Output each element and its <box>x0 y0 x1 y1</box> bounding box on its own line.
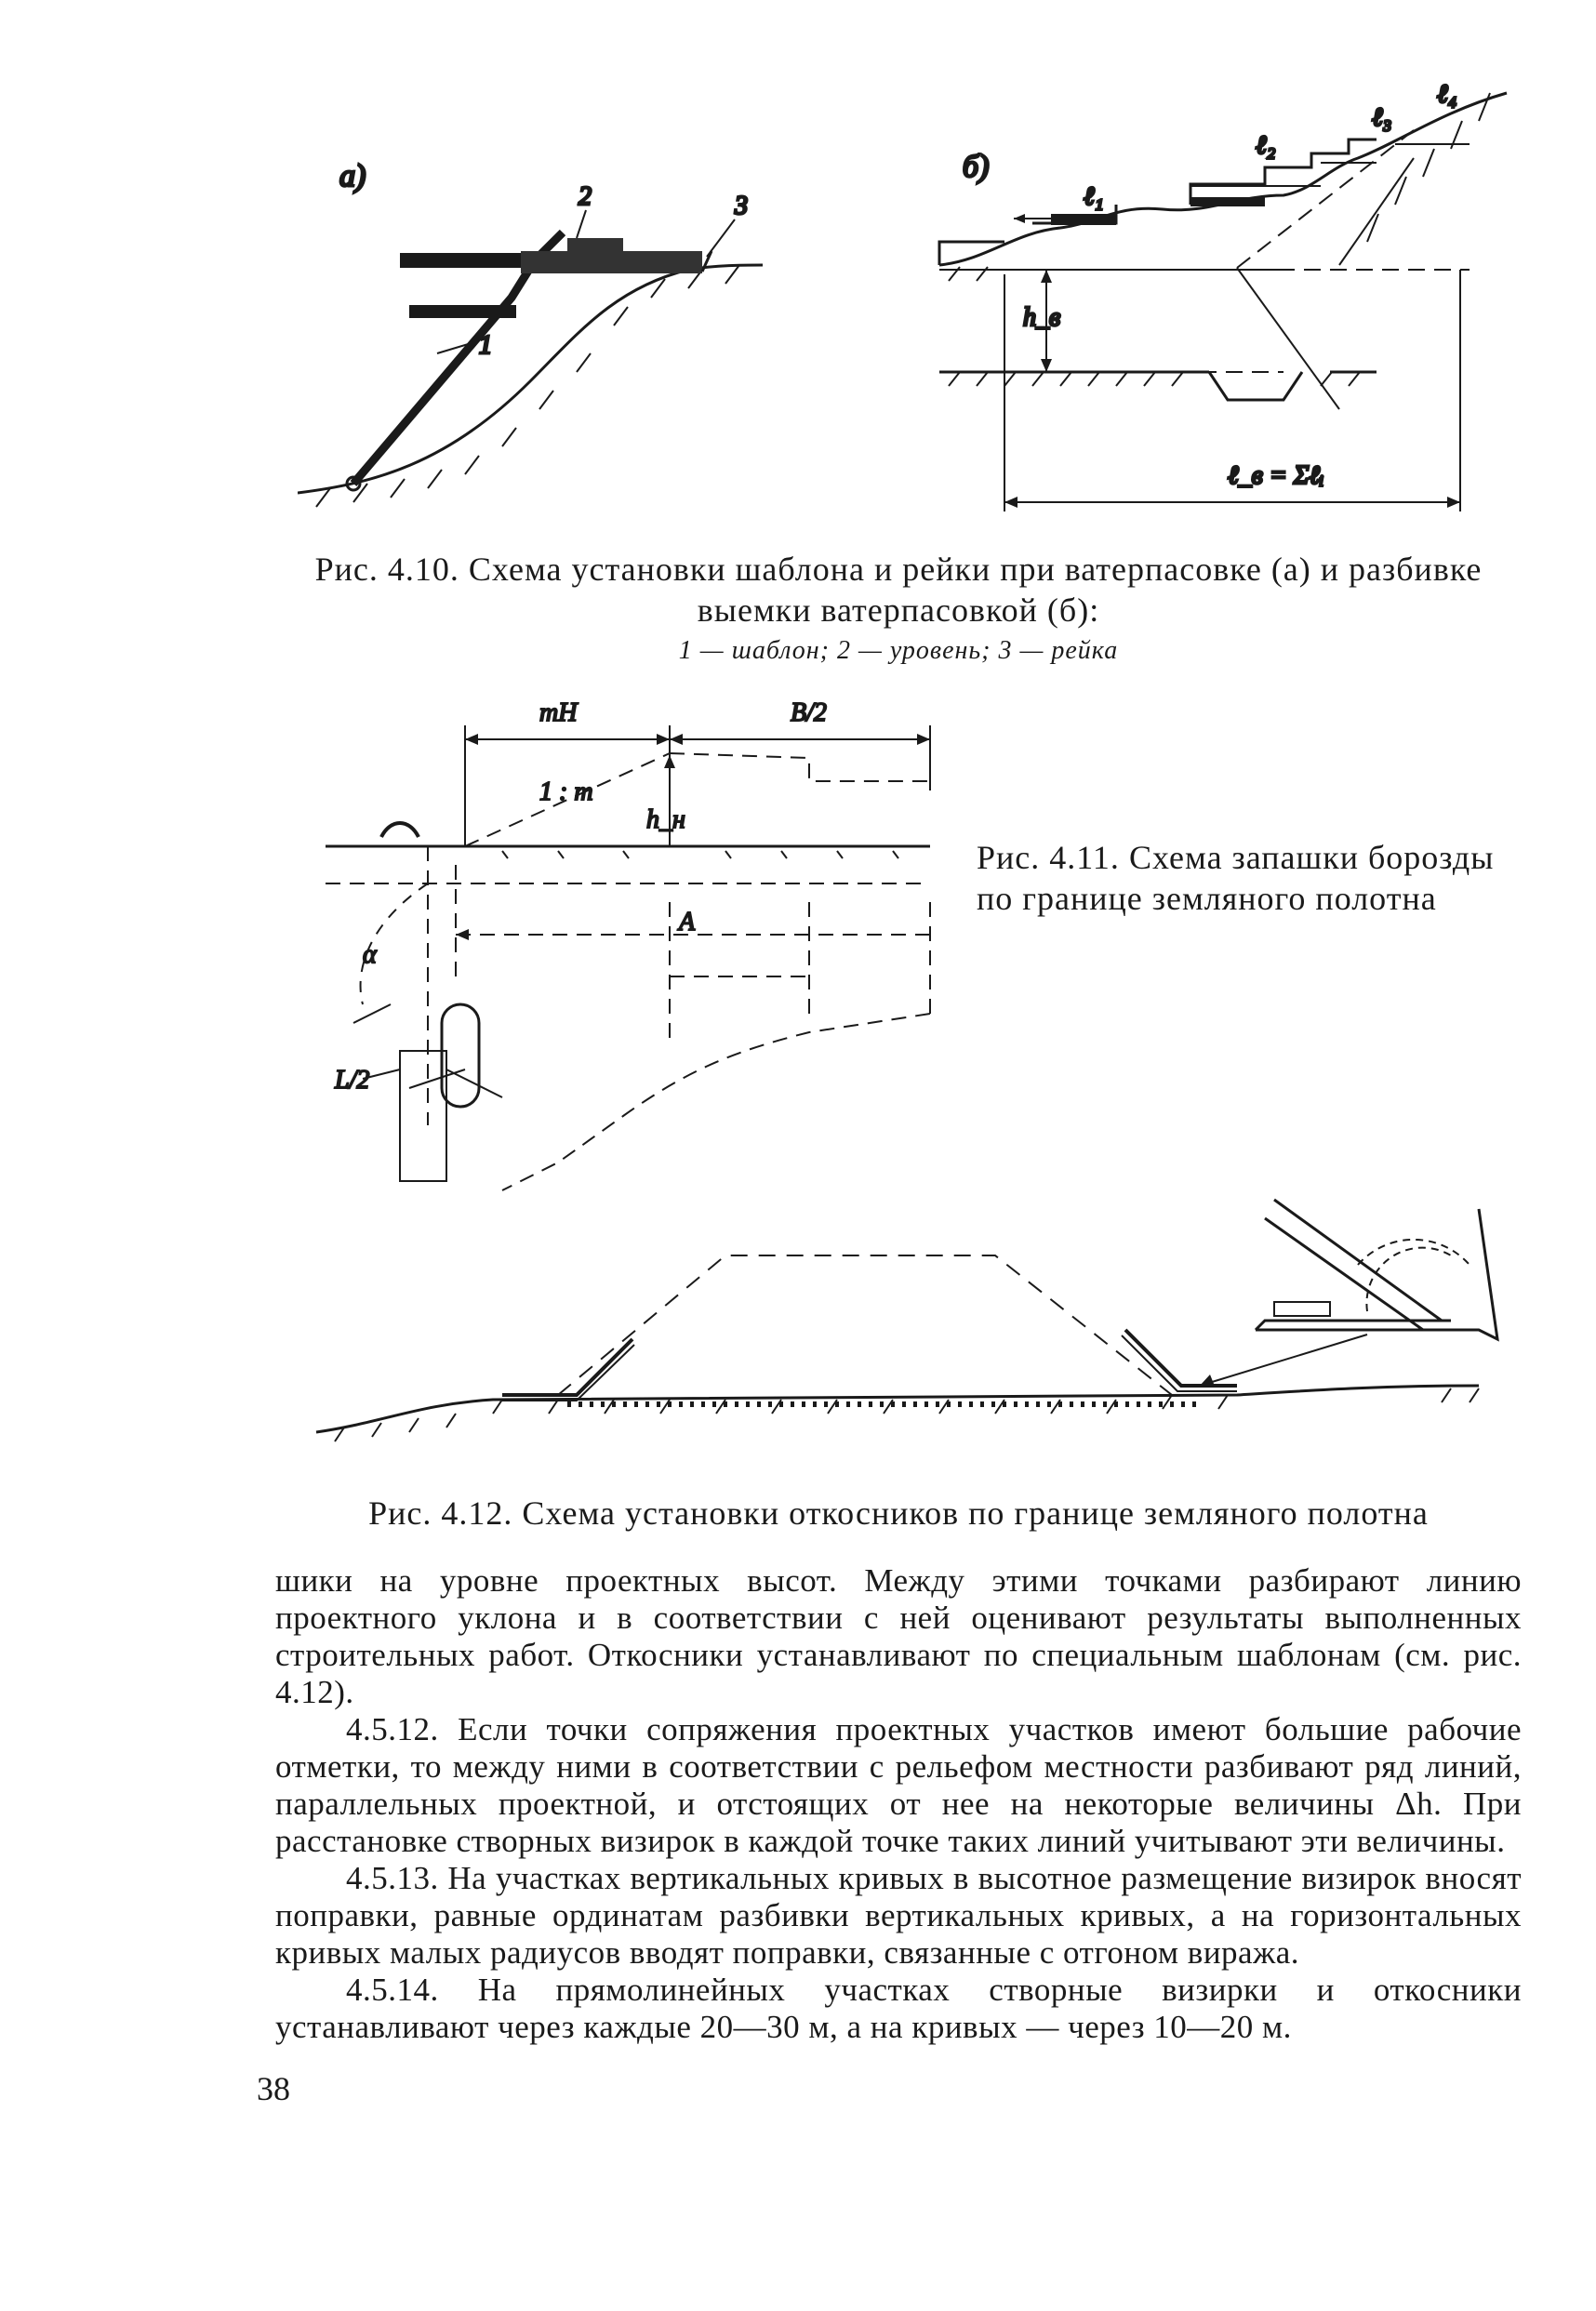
l2-label: L/2 <box>335 1066 370 1095</box>
figure-4-11-caption-number: Рис. 4.11. <box>977 839 1120 876</box>
dim-l3-label: ℓ₃ <box>1372 103 1392 132</box>
panel-a-label: а) <box>339 159 366 193</box>
figure-4-10-legend: 1 — шаблон; 2 — уровень; 3 — рейка <box>678 636 1119 665</box>
figure-4-10-panel-a <box>298 159 763 507</box>
figure-4-10 <box>298 74 1544 539</box>
figure-4-10-caption-number: Рис. 4.10. <box>314 551 459 588</box>
figure-4-10-caption-title: Схема установки шаблона и рейки при ватерпасовке (а) и разбивке выемки ватерпасовкой (б): <box>468 551 1483 629</box>
dim-hb-label: h_в <box>1023 303 1061 332</box>
dim-lb-label: ℓ_в = Σℓᵢ <box>1228 461 1324 490</box>
figure-4-11-caption <box>977 837 1525 919</box>
body-text <box>275 1562 1522 2046</box>
part-2-label: 2 <box>579 182 592 211</box>
panel-b-label: б) <box>963 150 990 184</box>
part-1-label: 1 <box>479 331 492 360</box>
body-paragraph-3: 4.5.13. На участках вертикальных кривых в высотное размещение визирок вносят поправки, равные ординатам разбивки вертикальных кривых, а на горизонтальных кривых малых радиусов вводят поправки, связанные с отгоном виража. <box>275 1860 1522 1971</box>
page-number: 38 <box>257 2070 290 2107</box>
slope-label: 1 : m <box>539 777 593 806</box>
b2-label: B/2 <box>791 698 827 727</box>
figure-4-12 <box>307 1162 1535 1469</box>
body-paragraph-4: 4.5.14. На прямолинейных участках створные визирки и откосники устанавливают через каждые 20—30 м, а на кривых — через 10—20 м. <box>275 1972 1522 2045</box>
body-paragraph-2: 4.5.12. Если точки сопряжения проектных участков имеют большие рабочие отметки, то между ними в соответствии с рельефом местности разбивают ряд линий, параллельных проектной, и отстоящих от нее на некоторые величины Δh. При расстановке створных визирок в каждой точке таких линий учитывают эти величины. <box>275 1711 1522 1859</box>
hn-label: h_н <box>646 805 685 834</box>
dim-l2-label: ℓ₂ <box>1256 131 1276 160</box>
figure-4-11 <box>316 697 967 1200</box>
figure-4-10-panel-b <box>939 80 1507 511</box>
part-3-label: 3 <box>735 192 748 220</box>
figure-4-12-caption-title: Схема установки откосников по границе земляного полотна <box>522 1494 1429 1532</box>
dim-l1-label: ℓ₁ <box>1084 182 1104 211</box>
figure-4-11-caption-title: Схема запашки борозды по границе земляного полотна <box>977 839 1495 917</box>
body-paragraph-1: шики на уровне проектных высот. Между этими точками разбирают линию проектного уклона и в соответствии с ней оценивают результаты выполненных строительных работ. Откосники устанавливают по специальным шаблонам (см. рис. 4.12). <box>275 1562 1522 1710</box>
figure-4-12-caption-number: Рис. 4.12. <box>368 1494 513 1532</box>
alpha-label: α <box>363 940 377 969</box>
figure-4-10-caption <box>275 549 1522 671</box>
a-label: A <box>679 908 696 936</box>
mh-label: mH <box>539 698 578 727</box>
figure-4-12-caption <box>275 1493 1522 1534</box>
dim-l4-label: ℓ₄ <box>1437 80 1457 109</box>
